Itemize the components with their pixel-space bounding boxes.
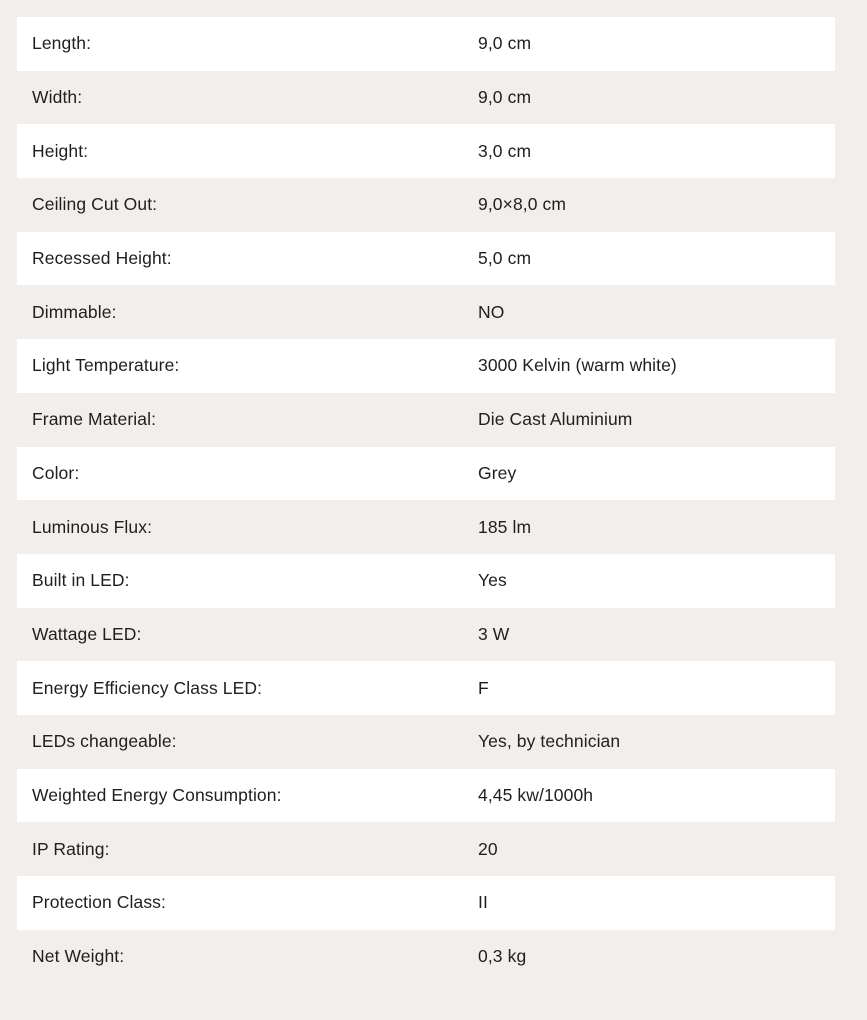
spec-value: Grey (478, 462, 517, 483)
spec-label: Wattage LED: (32, 623, 142, 644)
spec-value: 0,3 kg (478, 946, 527, 967)
specifications-table (17, 17, 835, 983)
spec-value: II (478, 892, 488, 913)
spec-value: 3 W (478, 623, 510, 644)
spec-row-luminous-flux (17, 500, 835, 554)
spec-label: Length: (32, 33, 92, 54)
spec-label: IP Rating: (32, 838, 110, 859)
spec-label: Frame Material: (32, 409, 157, 430)
spec-row-leds-changeable (17, 715, 835, 769)
spec-label: Energy Efficiency Class LED: (32, 677, 263, 698)
spec-value: Yes (478, 570, 507, 591)
spec-value: 20 (478, 838, 498, 859)
spec-label: Net Weight: (32, 946, 125, 967)
spec-value: 5,0 cm (478, 248, 532, 269)
spec-row-length (17, 17, 835, 71)
spec-label: Recessed Height: (32, 248, 172, 269)
spec-label: Light Temperature: (32, 355, 180, 376)
spec-label: Built in LED: (32, 570, 130, 591)
spec-value: 3,0 cm (478, 140, 532, 161)
spec-label: Ceiling Cut Out: (32, 194, 158, 215)
spec-value: NO (478, 301, 505, 322)
spec-row-recessed-height (17, 232, 835, 286)
spec-row-protection-class (17, 876, 835, 930)
spec-label: Luminous Flux: (32, 516, 153, 537)
spec-value: 185 lm (478, 516, 532, 537)
spec-label: Width: (32, 87, 83, 108)
spec-value: Yes, by technician (478, 731, 621, 752)
spec-row-width (17, 71, 835, 125)
spec-value: F (478, 677, 489, 698)
spec-label: Height: (32, 140, 89, 161)
spec-row-frame-material (17, 393, 835, 447)
spec-row-wattage-led (17, 608, 835, 662)
spec-row-energy-efficiency-class (17, 661, 835, 715)
spec-value: 9,0 cm (478, 87, 532, 108)
spec-row-built-in-led (17, 554, 835, 608)
spec-label: Color: (32, 462, 80, 483)
spec-label: Weighted Energy Consumption: (32, 784, 282, 805)
spec-row-ceiling-cut-out (17, 178, 835, 232)
spec-value: Die Cast Aluminium (478, 409, 633, 430)
spec-value: 9,0×8,0 cm (478, 194, 567, 215)
spec-label: Dimmable: (32, 301, 117, 322)
spec-row-light-temperature (17, 339, 835, 393)
spec-row-ip-rating (17, 822, 835, 876)
spec-row-dimmable (17, 285, 835, 339)
spec-label: Protection Class: (32, 892, 166, 913)
spec-row-color (17, 447, 835, 501)
spec-value: 4,45 kw/1000h (478, 784, 594, 805)
spec-row-weighted-energy-consumption (17, 769, 835, 823)
spec-value: 9,0 cm (478, 33, 532, 54)
spec-row-net-weight (17, 930, 835, 984)
spec-row-height (17, 124, 835, 178)
spec-value: 3000 Kelvin (warm white) (478, 355, 677, 376)
spec-label: LEDs changeable: (32, 731, 177, 752)
